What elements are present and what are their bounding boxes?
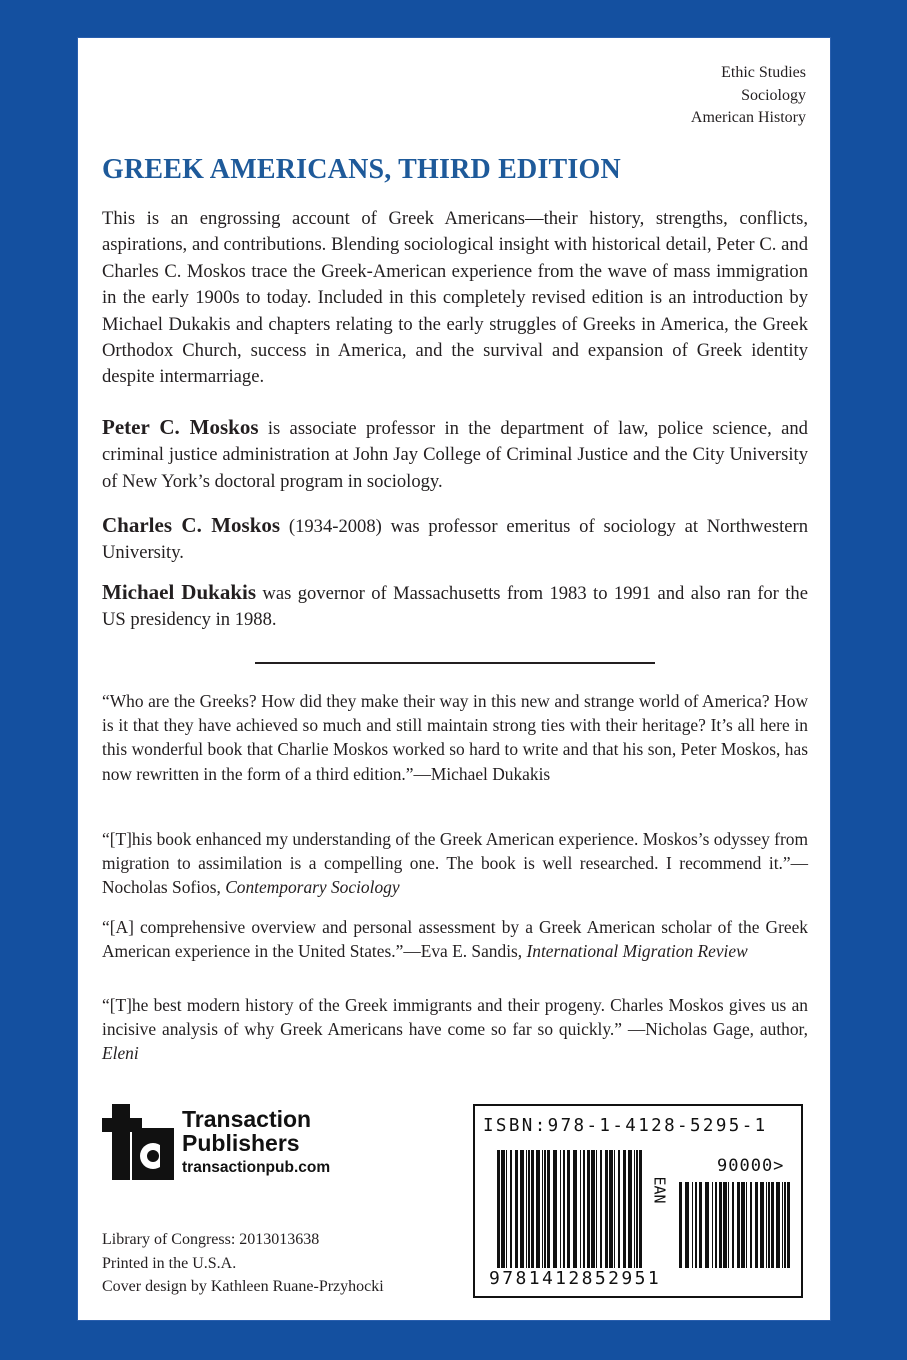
barcode-stripe — [609, 1150, 613, 1268]
quote-source: International Migration Review — [526, 941, 748, 962]
bio-text: was governor of Massachusetts from 1983 to 1991 and also ran for the US presidency in 1988. — [102, 583, 808, 631]
barcode-stripe — [573, 1150, 577, 1268]
barcode-stripe — [587, 1150, 590, 1268]
barcode-stripe — [515, 1150, 518, 1268]
barcode-stripe — [755, 1182, 758, 1268]
barcode-stripe — [580, 1150, 581, 1268]
barcode-stripe — [712, 1182, 713, 1268]
author-name: Peter C. Moskos — [102, 415, 259, 439]
divider — [255, 662, 655, 664]
barcode-stripe — [544, 1150, 546, 1268]
author-name: Charles C. Moskos — [102, 513, 281, 537]
barcode-stripe — [634, 1150, 635, 1268]
quote-text: “[T]his book enhanced my understanding of the Greek American experience. Moskos’s odyssey from migration to assimilation is a compelling one. The book is well researched. I recommend it.”—Nocholas Sofios, — [102, 829, 808, 898]
barcode-stripe — [510, 1150, 512, 1268]
barcode-stripe — [723, 1182, 727, 1268]
barcode-stripe — [563, 1150, 565, 1268]
barcode-stripe — [583, 1150, 585, 1268]
barcode-stripe — [520, 1150, 524, 1268]
review-quote-dukakis — [102, 689, 808, 786]
review-quote-sandis — [102, 915, 808, 963]
quote-text: “[A] comprehensive overview and personal assessment by a Greek American scholar of the Greek American experience in the United States.”—Eva E. Sandis, — [102, 917, 808, 962]
barcode-stripe — [636, 1150, 638, 1268]
barcode-box — [473, 1104, 803, 1298]
author-bio-charles — [102, 512, 808, 567]
barcode-stripe — [528, 1150, 530, 1268]
category-label: Sociology — [741, 86, 806, 104]
barcode-stripe — [760, 1182, 764, 1268]
barcode-number: 9781412852951 — [489, 1268, 662, 1289]
book-description: This is an engrossing account of Greek Americans—their history, strengths, conflicts, aspirations, and contributions. Blending sociological insight with historical detail, Peter C. and Charles C. Moskos trace the Greek-American experience from the wave of mass immigration in the early 1900s to today. Included in this completely revised edition is an introduction by Michael Dukakis and chapters relating to the early struggles of Greeks in America, the Greek Orthodox Church, success in America, and the survival and expansion of Greek identity despite intermarriage. — [102, 208, 808, 388]
barcode-stripe — [692, 1182, 693, 1268]
barcode-stripe — [782, 1182, 783, 1268]
quote-source: Contemporary Sociology — [225, 877, 400, 898]
barcode-stripe — [526, 1150, 527, 1268]
colophon-line: Printed in the U.S.A. — [102, 1254, 237, 1272]
barcode-stripe — [741, 1182, 745, 1268]
category-label: Ethic Studies — [721, 64, 806, 81]
back-cover — [78, 38, 830, 1320]
author-bio-dukakis — [102, 579, 808, 634]
barcode-stripe — [737, 1182, 740, 1268]
review-quote-sofios — [102, 827, 808, 900]
barcode-stripe — [695, 1182, 697, 1268]
barcode-stripe — [553, 1150, 557, 1268]
barcode-stripe — [746, 1182, 747, 1268]
barcode-stripe — [547, 1150, 550, 1268]
review-quote-gage — [102, 993, 808, 1066]
barcode-bars — [497, 1150, 645, 1268]
barcode-stripe — [705, 1182, 709, 1268]
barcode-stripe — [699, 1182, 702, 1268]
colophon-line: Library of Congress: 2013013638 — [102, 1231, 320, 1248]
barcode-stripe — [506, 1150, 507, 1268]
barcode-stripe — [685, 1182, 689, 1268]
colophon-line: Cover design by Kathleen Ruane-Przyhocki — [102, 1278, 384, 1295]
barcode-stripe — [542, 1150, 543, 1268]
barcode-stripe — [536, 1150, 540, 1268]
barcode-stripe — [766, 1182, 767, 1268]
barcode-stripe — [501, 1150, 505, 1268]
barcode-stripe — [719, 1182, 722, 1268]
category-label: American History — [690, 109, 806, 126]
barcode-stripe — [560, 1150, 561, 1268]
publisher-name: Transaction Publishers — [182, 1106, 312, 1156]
price-code: 90000> — [717, 1156, 785, 1176]
bio-text: is associate professor in the department of law, police science, and criminal justice administration at John Jay College of Criminal Justice and the City University of New York’s doctoral program in sociology. — [102, 418, 808, 492]
bio-text: (1934-2008) was professor emeritus of sociology at Northwestern University. — [102, 516, 809, 564]
author-name: Michael Dukakis — [102, 580, 257, 604]
barcode-stripe — [728, 1182, 729, 1268]
barcode-stripe — [618, 1150, 620, 1268]
publisher-logo-icon — [102, 1104, 174, 1180]
barcode-stripe — [750, 1182, 752, 1268]
barcode-stripe — [623, 1150, 626, 1268]
barcode-stripe — [531, 1150, 534, 1268]
quote-text: “[T]he best modern history of the Greek immigrants and their progeny. Charles Moskos gives us an incisive analysis of why Greek Americans have come so far so quickly.” —Nicholas Gage, author, — [102, 995, 808, 1040]
isbn-number: ISBN:978-1-4128-5295-1 — [483, 1116, 768, 1136]
subject-categories — [691, 62, 806, 130]
price-barcode-bars — [679, 1182, 793, 1268]
barcode-stripe — [628, 1150, 632, 1268]
barcode-stripe — [497, 1150, 500, 1268]
author-bio-peter — [102, 414, 808, 495]
barcode-stripe — [639, 1150, 642, 1268]
barcode-stripe — [784, 1182, 786, 1268]
barcode-stripe — [591, 1150, 595, 1268]
barcode-stripe — [715, 1182, 717, 1268]
ean-label: EAN — [650, 1176, 669, 1204]
barcode-stripe — [605, 1150, 608, 1268]
quote-source: Eleni — [102, 1043, 139, 1064]
barcode-stripe — [768, 1182, 770, 1268]
barcode-stripe — [614, 1150, 615, 1268]
book-title: GREEK AMERICANS, THIRD EDITION — [102, 154, 621, 185]
colophon — [102, 1228, 384, 1299]
publisher-url: transactionpub.com — [182, 1159, 331, 1176]
barcode-stripe — [567, 1150, 570, 1268]
barcode-stripe — [787, 1182, 790, 1268]
barcode-stripe — [600, 1150, 602, 1268]
barcode-stripe — [596, 1150, 597, 1268]
quote-text: “Who are the Greeks? How did they make their way in this new and strange world of America? How is it that they have achieved so much and still maintain strong ties with their heritage? It’s all here in this wonderful book that Charlie Moskos worked so hard to write and that his son, Peter Moskos, has now rewritten in the form of a third edition.”—Michael Dukakis — [102, 691, 808, 784]
barcode-stripe — [776, 1182, 780, 1268]
barcode-stripe — [732, 1182, 734, 1268]
barcode-stripe — [679, 1182, 682, 1268]
barcode-stripe — [771, 1182, 774, 1268]
